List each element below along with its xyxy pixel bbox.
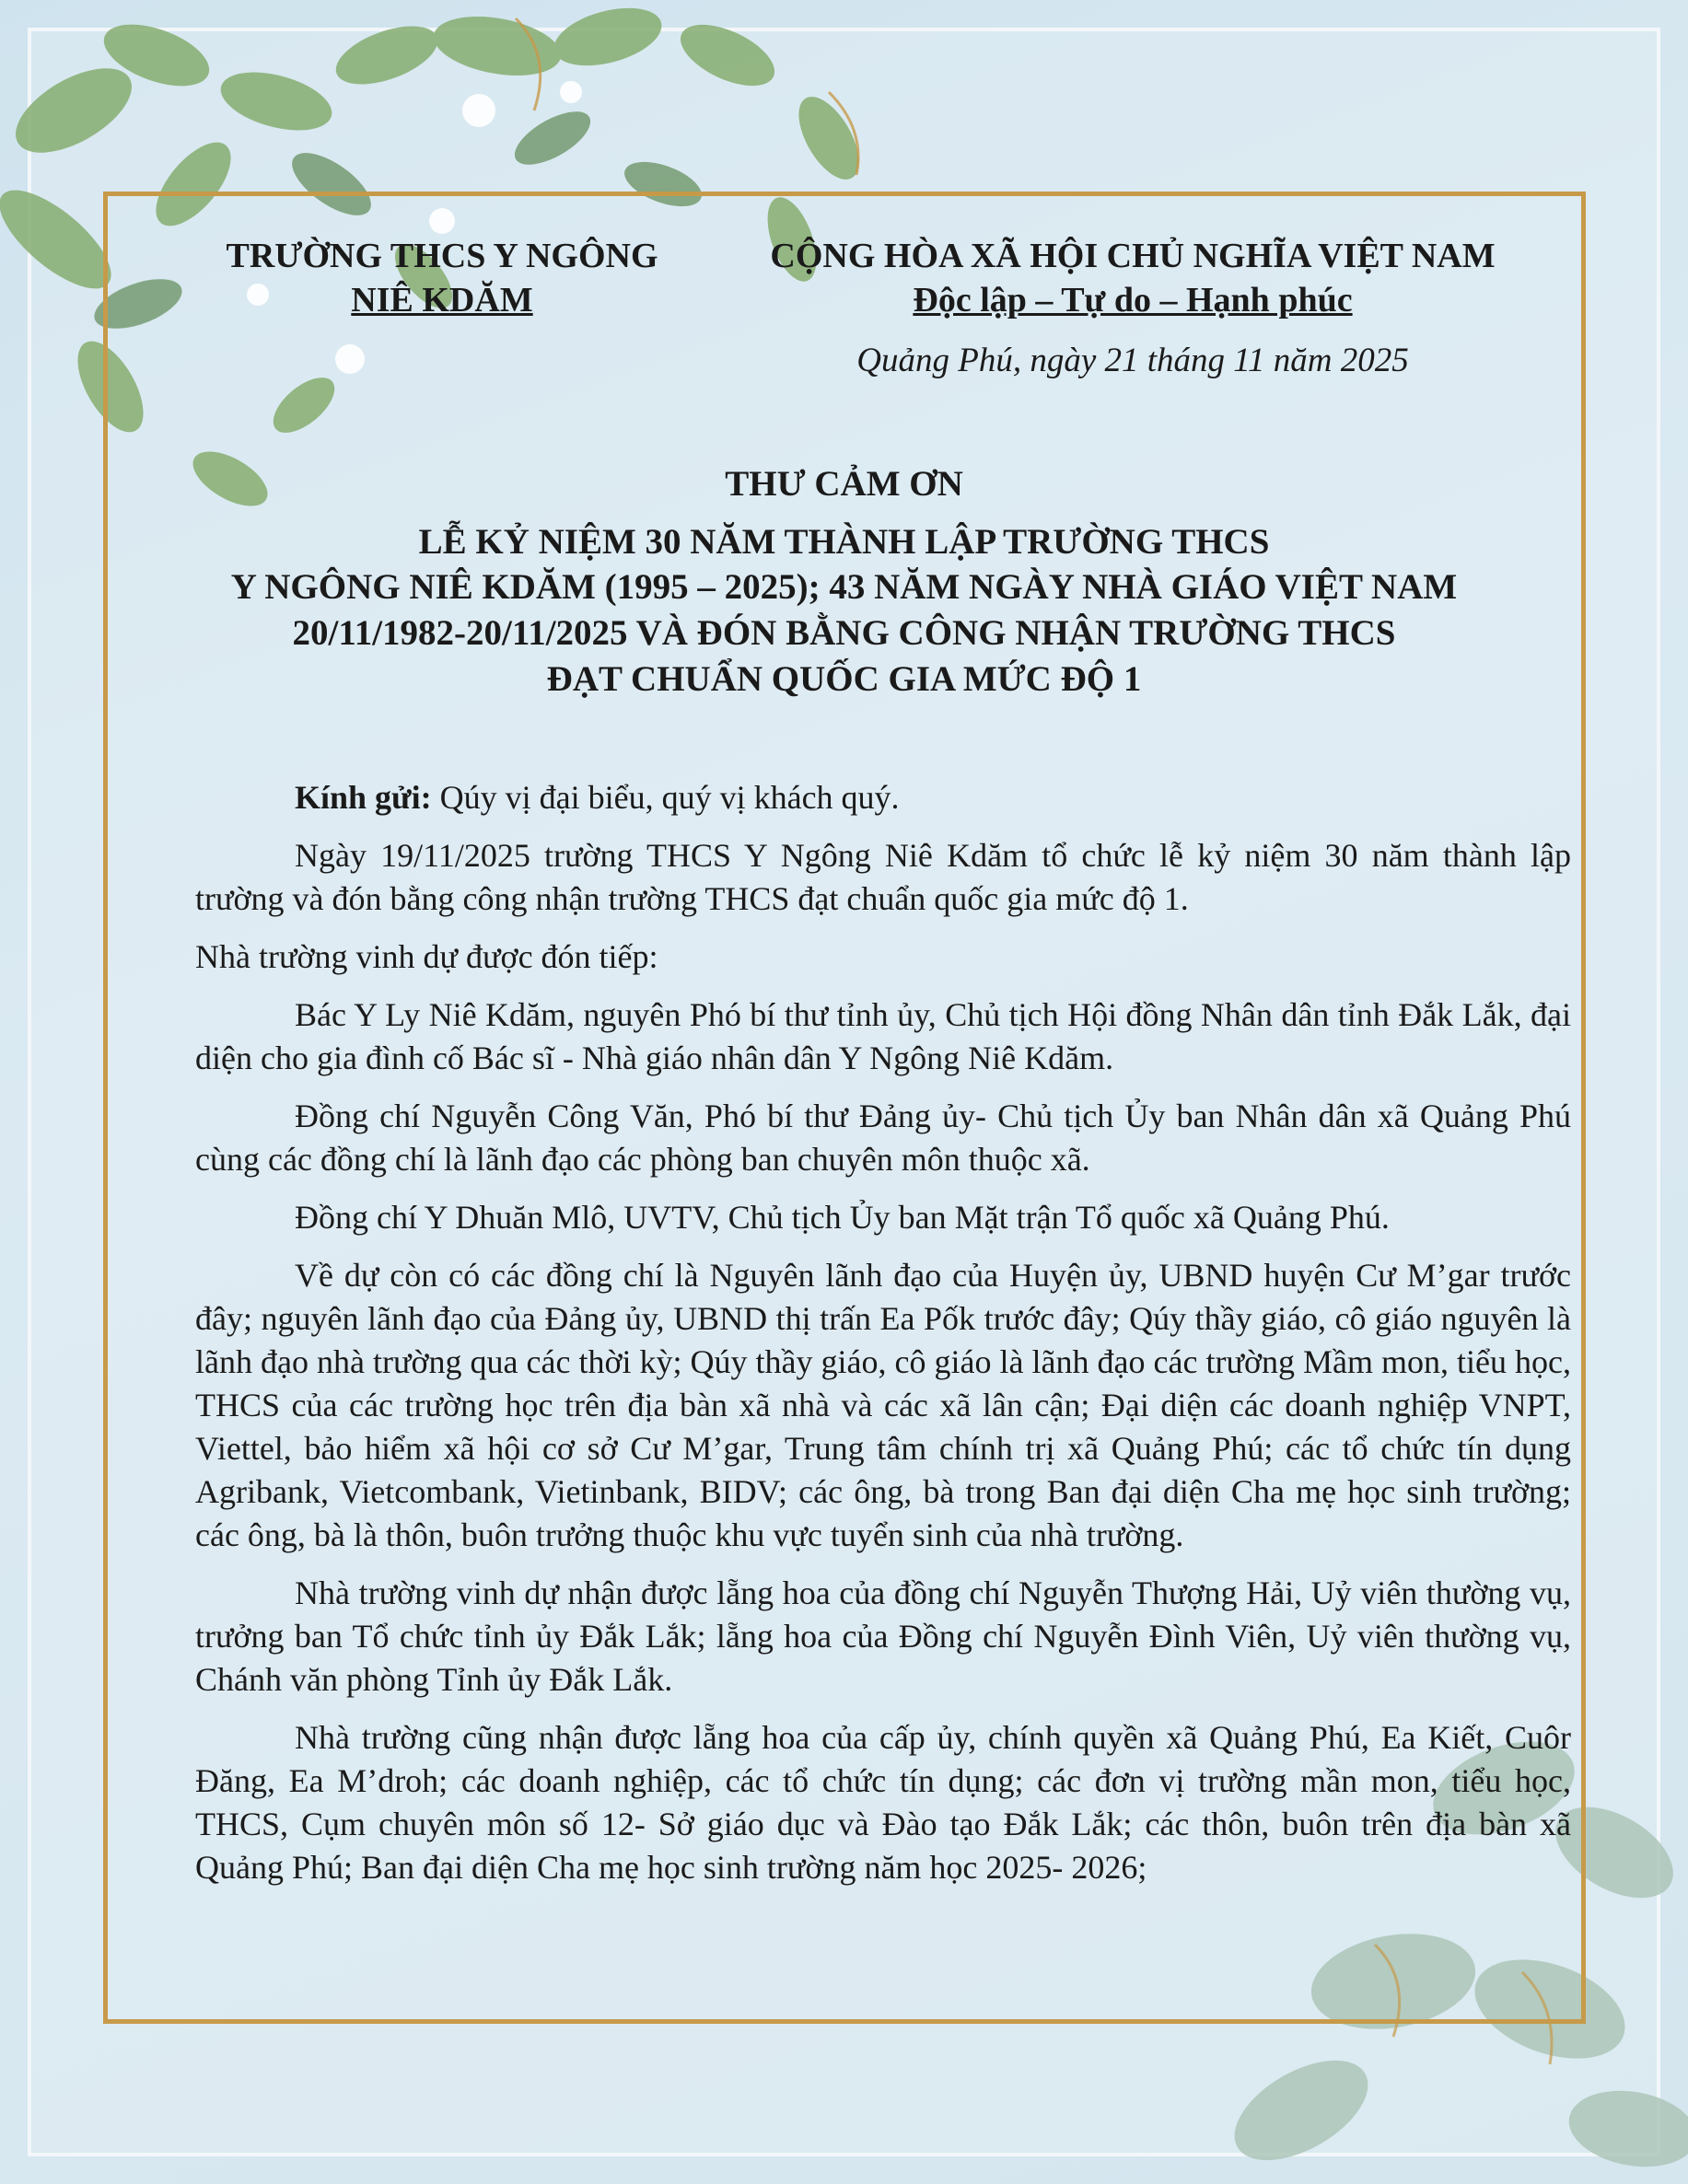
paragraph-3: Bác Y Ly Niê Kdăm, nguyên Phó bí thư tỉnh ủy, Chủ tịch Hội đồng Nhân dân tỉnh Đắk Lắk, đại diện cho gia đình cố Bác sĩ - Nhà giáo nhân dân Y Ngông Niê Kdăm. xyxy=(195,996,1571,1076)
school-name-line2 xyxy=(193,280,691,320)
paragraph-8: Nhà trường cũng nhận được lẵng hoa của cấp ủy, chính quyền xã Quảng Phú, Ea Kiết, Cuôr Đăng, Ea M’droh; các doanh nghiệp, các tổ chức tín dụng; các đơn vị trường mần mon, tiểu học, THCS, Cụm chuyên môn số 12- Sở giáo dục và Đào tạo Đắk Lắk; các thôn, buôn trên địa bàn xã Quảng Phú; Ban đại diện Cha mẹ học sinh trường năm học 2025- 2026; xyxy=(195,1719,1571,1886)
greeting-label: Kính gửi: xyxy=(295,779,432,816)
paragraph-4: Đồng chí Nguyễn Công Văn, Phó bí thư Đảng ủy- Chủ tịch Ủy ban Nhân dân xã Quảng Phú cùng các đồng chí là lãnh đạo các phòng ban chuyên môn thuộc xã. xyxy=(195,1098,1571,1178)
school-name-underlined: NIÊ KDĂM xyxy=(351,281,533,319)
paragraph-1: Ngày 19/11/2025 trường THCS Y Ngông Niê Kdăm tổ chức lễ kỷ niệm 30 năm thành lập trường và đón bằng công nhận trường THCS đạt chuẩn quốc gia mức độ 1. xyxy=(195,837,1571,917)
school-name-line1: TRƯỜNG THCS Y NGÔNG xyxy=(226,237,658,275)
letter-subtitle-1: LỄ KỶ NIỆM 30 NĂM THÀNH LẬP TRƯỜNG THCS xyxy=(418,522,1270,562)
date-line: Quảng Phú, ngày 21 tháng 11 năm 2025 xyxy=(856,342,1409,379)
letter-subtitle-2: Y NGÔNG NIÊ KDĂM (1995 – 2025); 43 NĂM NGÀY NHÀ GIÁO VIỆT NAM xyxy=(230,567,1458,607)
letter-title: THƯ CẢM ƠN xyxy=(725,464,963,504)
nation-motto xyxy=(718,280,1547,320)
greeting-text: Qúy vị đại biểu, quý vị khách quý. xyxy=(431,779,900,816)
paragraph-6: Về dự còn có các đồng chí là Nguyên lãnh đạo của Huyện ủy, UBND huyện Cư M’gar trước đây; nguyên lãnh đạo của Đảng ủy, UBND thị trấn Ea Pốk trước đây; Qúy thầy giáo, cô giáo nguyên là lãnh đạo nhà trường qua các thời kỳ; Qúy thầy giáo, cô giáo là lãnh đạo các trường Mầm mon, tiểu học, THCS của các trường học trên địa bàn xã nhà và các xã lân cận; Đại diện các doanh nghiệp VNPT, Viettel, bảo hiểm xã hội cơ sở Cư M’gar, Trung tâm chính trị xã Quảng Phú; các tổ chức tín dụng Agribank, Vietcombank, Vietinbank, BIDV; các ông, bà trong Ban đại diện Cha mẹ học sinh trường; các ông, bà là thôn, buôn trưởng thuộc khu vực tuyển sinh của nhà trường. xyxy=(195,1257,1571,1553)
paragraph-5: Đồng chí Y Dhuăn Mlô, UVTV, Chủ tịch Ủy ban Mặt trận Tổ quốc xã Quảng Phú. xyxy=(295,1199,1390,1236)
paragraph-2: Nhà trường vinh dự được đón tiếp: xyxy=(195,938,658,975)
letter-subtitle-4: ĐẠT CHUẨN QUỐC GIA MỨC ĐỘ 1 xyxy=(546,659,1142,699)
letter-body xyxy=(195,776,1571,1904)
nation-title: CỘNG HÒA XÃ HỘI CHỦ NGHĨA VIỆT NAM xyxy=(770,237,1496,275)
nation-motto-text: Độc lập – Tự do – Hạnh phúc xyxy=(913,281,1353,319)
letter-subtitle-3: 20/11/1982-20/11/2025 VÀ ĐÓN BẰNG CÔNG NHẬN TRƯỜNG THCS xyxy=(292,613,1396,653)
paragraph-7: Nhà trường vinh dự nhận được lẵng hoa của đồng chí Nguyễn Thượng Hải, Uỷ viên thường vụ, trưởng ban Tổ chức tỉnh ủy Đắk Lắk; lẵng hoa của Đồng chí Nguyễn Đình Viên, Uỷ viên thường vụ, Chánh văn phòng Tỉnh ủy Đắk Lắk. xyxy=(195,1574,1571,1698)
greeting xyxy=(195,776,1571,819)
